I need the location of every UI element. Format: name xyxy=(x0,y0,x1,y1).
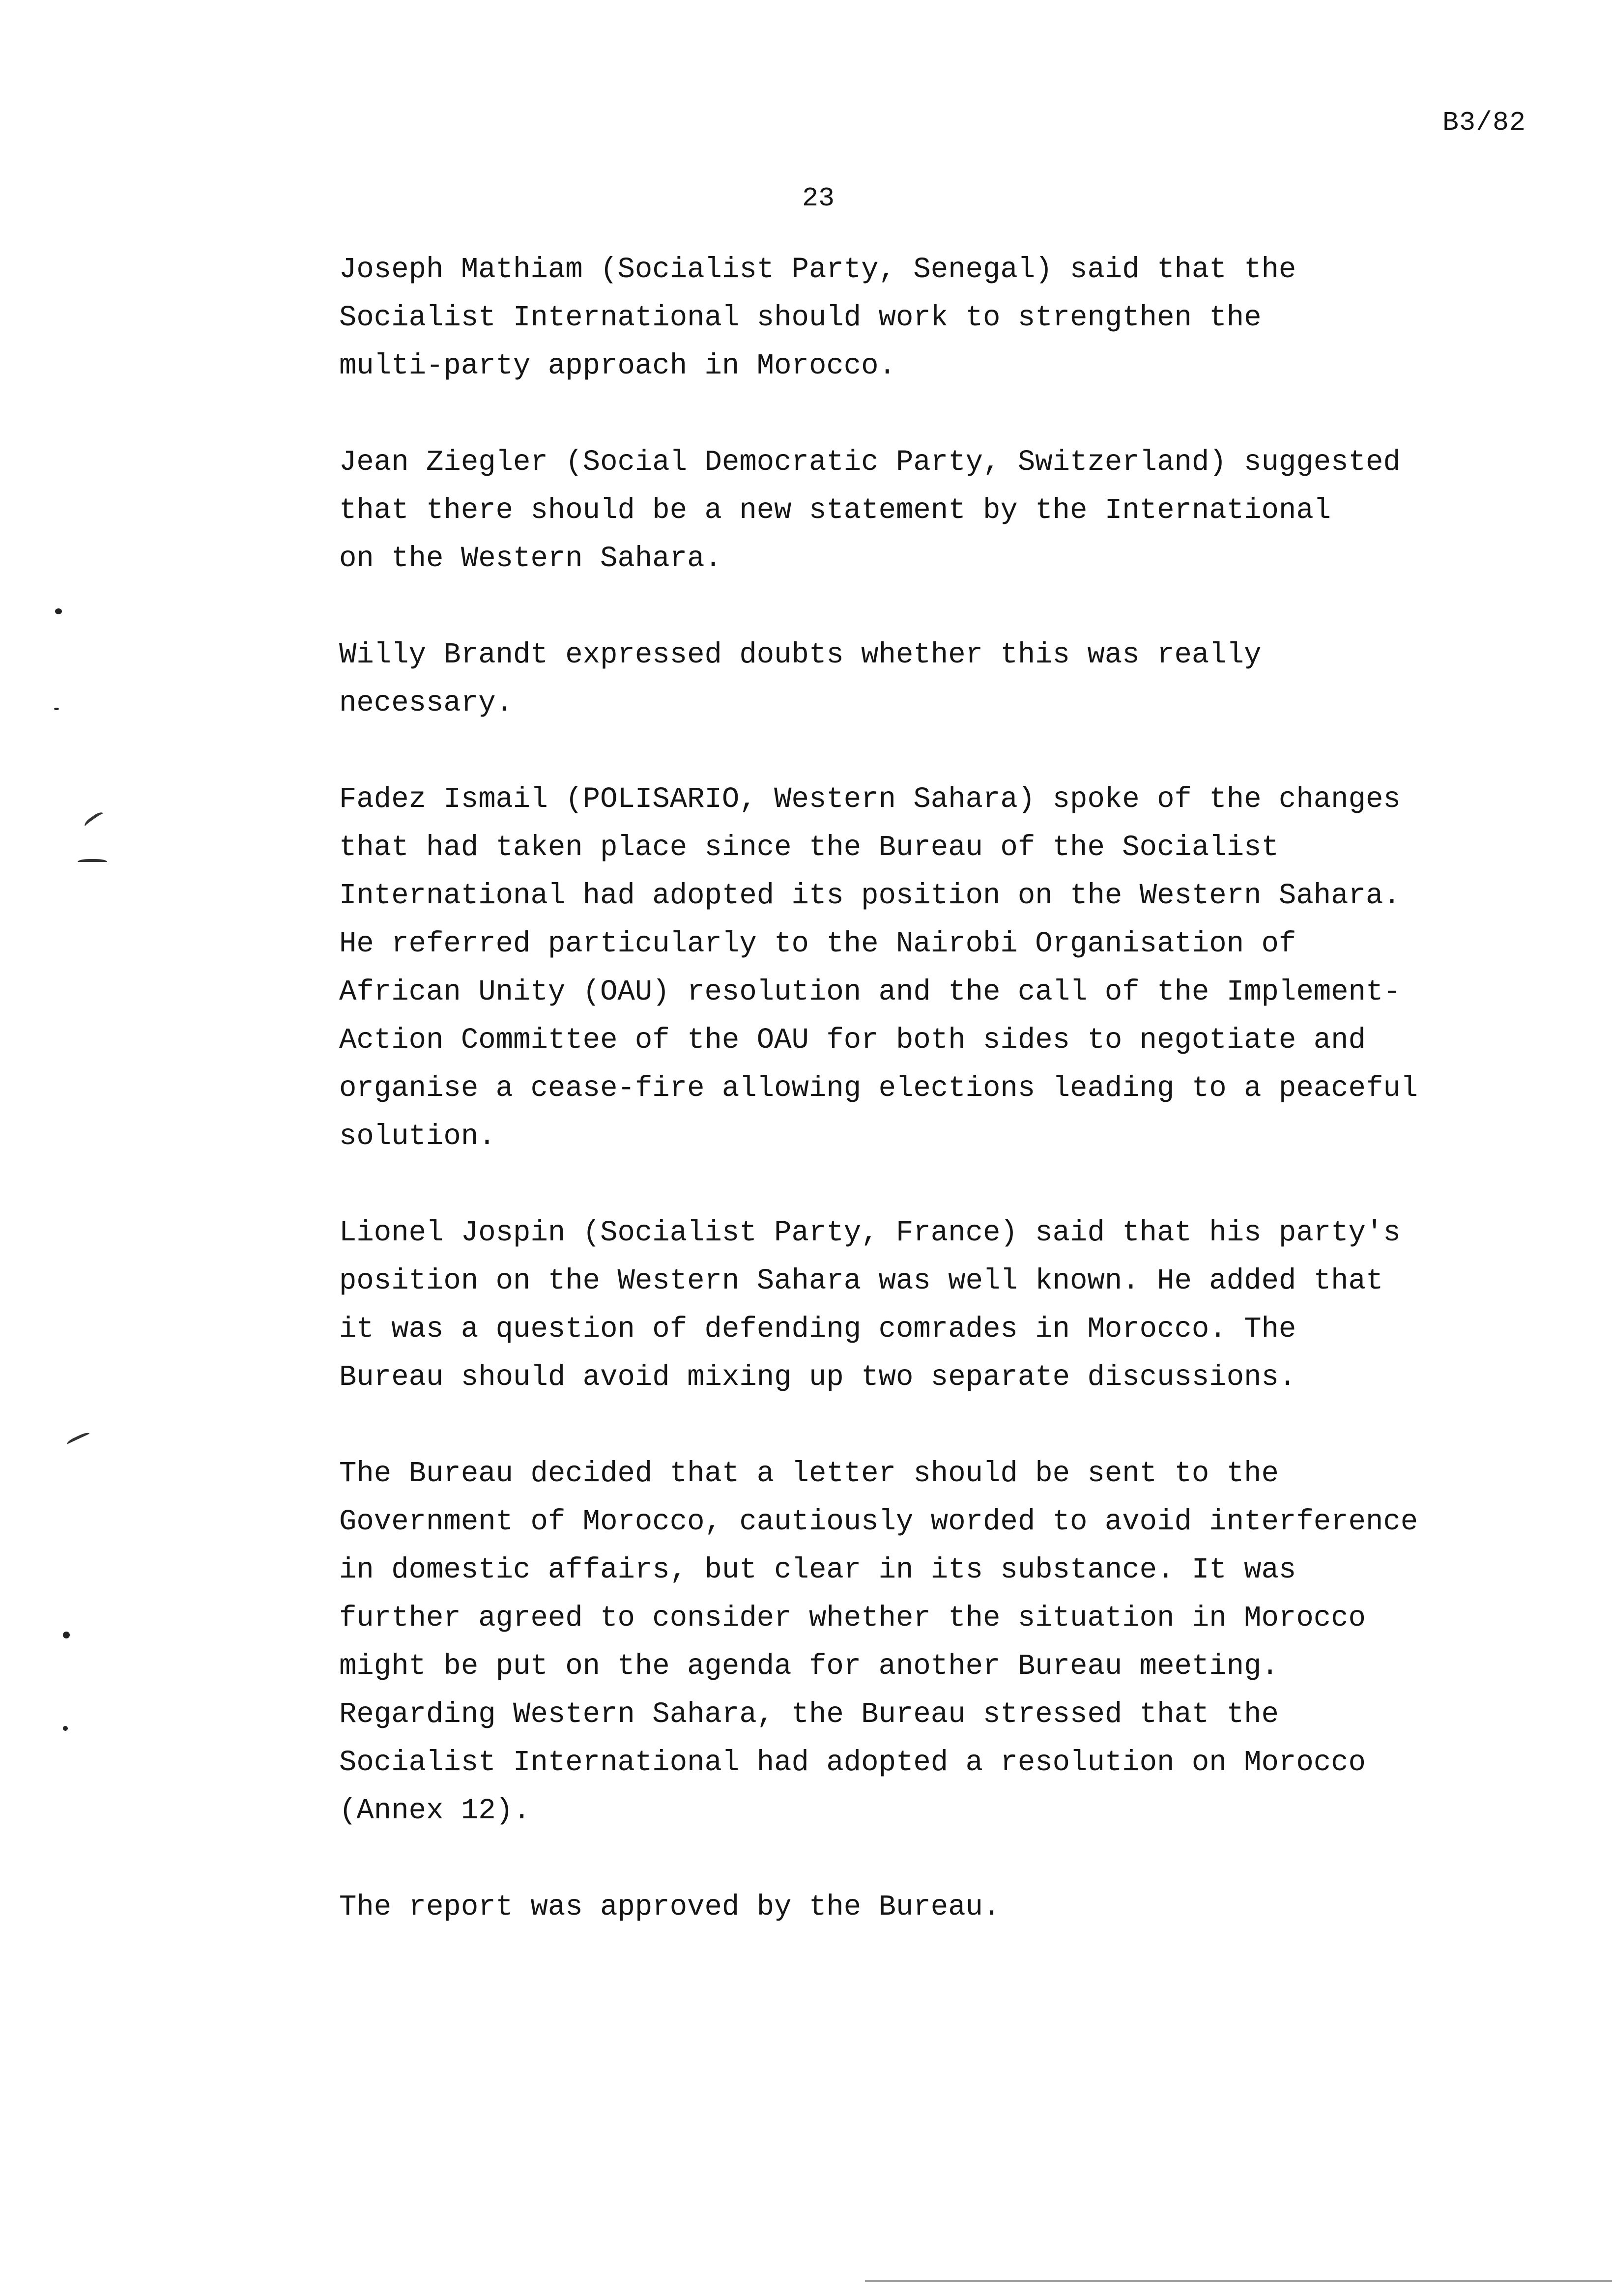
text-line: position on the Western Sahara was well known. He added that xyxy=(339,1264,1383,1297)
text-line: International had adopted its position on the Western Sahara. xyxy=(339,879,1401,912)
text-line: Socialist International had adopted a resolution on Morocco xyxy=(339,1746,1366,1779)
margin-mark xyxy=(83,810,107,832)
text-line: Bureau should avoid mixing up two separate discussions. xyxy=(339,1361,1296,1394)
text-line: organise a cease-fire allowing elections leading to a peaceful xyxy=(339,1072,1418,1105)
margin-mark xyxy=(78,859,107,866)
text-line: Jean Ziegler (Social Democratic Party, Switzerland) suggested xyxy=(339,446,1401,479)
paragraph-jospin xyxy=(339,1209,1568,1402)
text-line: on the Western Sahara. xyxy=(339,542,722,575)
margin-mark xyxy=(66,1431,91,1448)
margin-speck xyxy=(63,1632,70,1638)
document-reference: B3/82 xyxy=(1442,107,1526,138)
text-line: The Bureau decided that a letter should be sent to the xyxy=(339,1457,1279,1490)
paragraph-ziegler xyxy=(339,438,1568,583)
text-line: Government of Morocco, cautiously worded to avoid interference xyxy=(339,1505,1418,1538)
document-body xyxy=(339,246,1568,1980)
paragraph-brandt xyxy=(339,631,1568,727)
text-line: Socialist International should work to strengthen the xyxy=(339,301,1262,334)
paragraph-report-approved xyxy=(339,1883,1568,1931)
text-line: solution. xyxy=(339,1120,496,1153)
margin-speck xyxy=(55,608,62,614)
text-line: in domestic affairs, but clear in its substance. It was xyxy=(339,1553,1296,1586)
margin-speck xyxy=(54,708,59,710)
text-line: multi-party approach in Morocco. xyxy=(339,349,896,382)
text-line: The report was approved by the Bureau. xyxy=(339,1891,1001,1923)
margin-speck xyxy=(63,1726,68,1731)
text-line: He referred particularly to the Nairobi Organisation of xyxy=(339,927,1296,960)
text-line: Joseph Mathiam (Socialist Party, Senegal) said that the xyxy=(339,253,1296,286)
text-line: Fadez Ismail (POLISARIO, Western Sahara) spoke of the changes xyxy=(339,783,1401,816)
text-line: Action Committee of the OAU for both sides to negotiate and xyxy=(339,1024,1366,1057)
bottom-scan-edge xyxy=(865,2280,1612,2282)
paragraph-ismail xyxy=(339,775,1568,1161)
page-number: 23 xyxy=(802,183,835,214)
text-line: it was a question of defending comrades in Morocco. The xyxy=(339,1313,1296,1346)
text-line: African Unity (OAU) resolution and the call of the Implement- xyxy=(339,976,1401,1008)
text-line: Lionel Jospin (Socialist Party, France) said that his party's xyxy=(339,1216,1401,1249)
paragraph-mathiam xyxy=(339,246,1568,390)
text-line: necessary. xyxy=(339,687,514,719)
text-line: Willy Brandt expressed doubts whether this was really xyxy=(339,638,1262,671)
text-line: that there should be a new statement by the International xyxy=(339,494,1331,527)
text-line: might be put on the agenda for another Bureau meeting. xyxy=(339,1650,1279,1683)
text-line: (Annex 12). xyxy=(339,1794,531,1827)
text-line: further agreed to consider whether the situation in Morocco xyxy=(339,1602,1366,1635)
text-line: that had taken place since the Bureau of the Socialist xyxy=(339,831,1279,864)
paragraph-bureau-decision xyxy=(339,1450,1568,1835)
text-line: Regarding Western Sahara, the Bureau stressed that the xyxy=(339,1698,1279,1731)
